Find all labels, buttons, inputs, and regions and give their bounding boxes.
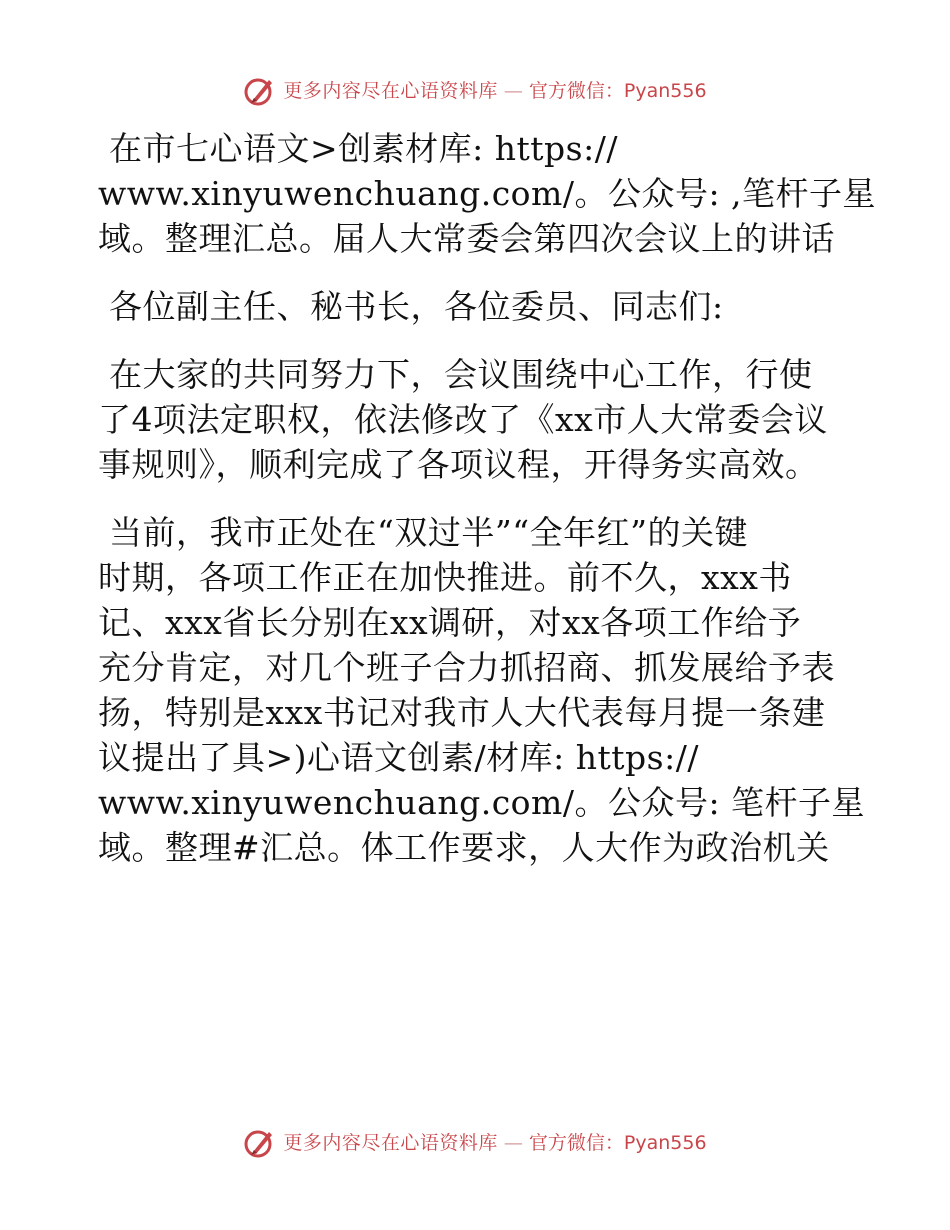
text-line: 在大家的共同努力下，会议围绕中心工作，行使 xyxy=(98,355,813,394)
text-line: 在市七心语文>创素材库: https:// xyxy=(98,129,618,168)
footer-banner xyxy=(0,1126,950,1160)
banner-contact: 官方微信：Pyan556 xyxy=(528,80,707,102)
banner-separator: — xyxy=(503,80,523,102)
text-line: 域。整理汇总。届人大常委会第四次会议上的讲话 xyxy=(98,219,835,258)
quill-pen-icon xyxy=(243,74,277,108)
text-line: 各位副主任、秘书长，各位委员、同志们: xyxy=(98,287,724,326)
text-line: www.xinyuwenchuang.com/。公众号: ,笔杆子星 xyxy=(98,174,877,213)
text-line: 了4项法定职权，依法修改了《xx市人大常委会议 xyxy=(98,400,828,439)
header-banner xyxy=(0,74,950,108)
paragraph xyxy=(98,352,858,487)
text-line: 域。整理#汇总。体工作要求，人大作为政治机关 xyxy=(98,828,830,867)
text-line: 充分肯定，对几个班子合力抓招商、抓发展给予表 xyxy=(98,648,835,687)
banner-brand: 更多内容尽在心语资料库 xyxy=(283,1132,498,1154)
banner-brand: 更多内容尽在心语资料库 xyxy=(283,80,498,102)
text-line: 时期，各项工作正在加快推进。前不久，xxx书 xyxy=(98,558,792,597)
text-line: 记、xxx省长分别在xx调研，对xx各项工作给予 xyxy=(98,603,802,642)
quill-pen-icon xyxy=(243,1126,277,1160)
text-line: 扬，特别是xxx书记对我市人大代表每月提一条建 xyxy=(98,693,826,732)
banner-separator: — xyxy=(503,1132,523,1154)
paragraph xyxy=(98,510,866,870)
text-line: 议提出了具>)心语文创素/材库: https:// xyxy=(98,738,699,777)
text-line: 当前，我市正处在“双过半”“全年红”的关键 xyxy=(98,513,748,552)
paragraph xyxy=(98,126,877,261)
document-body xyxy=(98,126,877,870)
paragraph xyxy=(98,284,858,329)
banner-contact: 官方微信：Pyan556 xyxy=(528,1132,707,1154)
text-line: www.xinyuwenchuang.com/。公众号: 笔杆子星 xyxy=(98,783,866,822)
text-line: 事规则》，顺利完成了各项议程，开得务实高效。 xyxy=(98,445,819,484)
